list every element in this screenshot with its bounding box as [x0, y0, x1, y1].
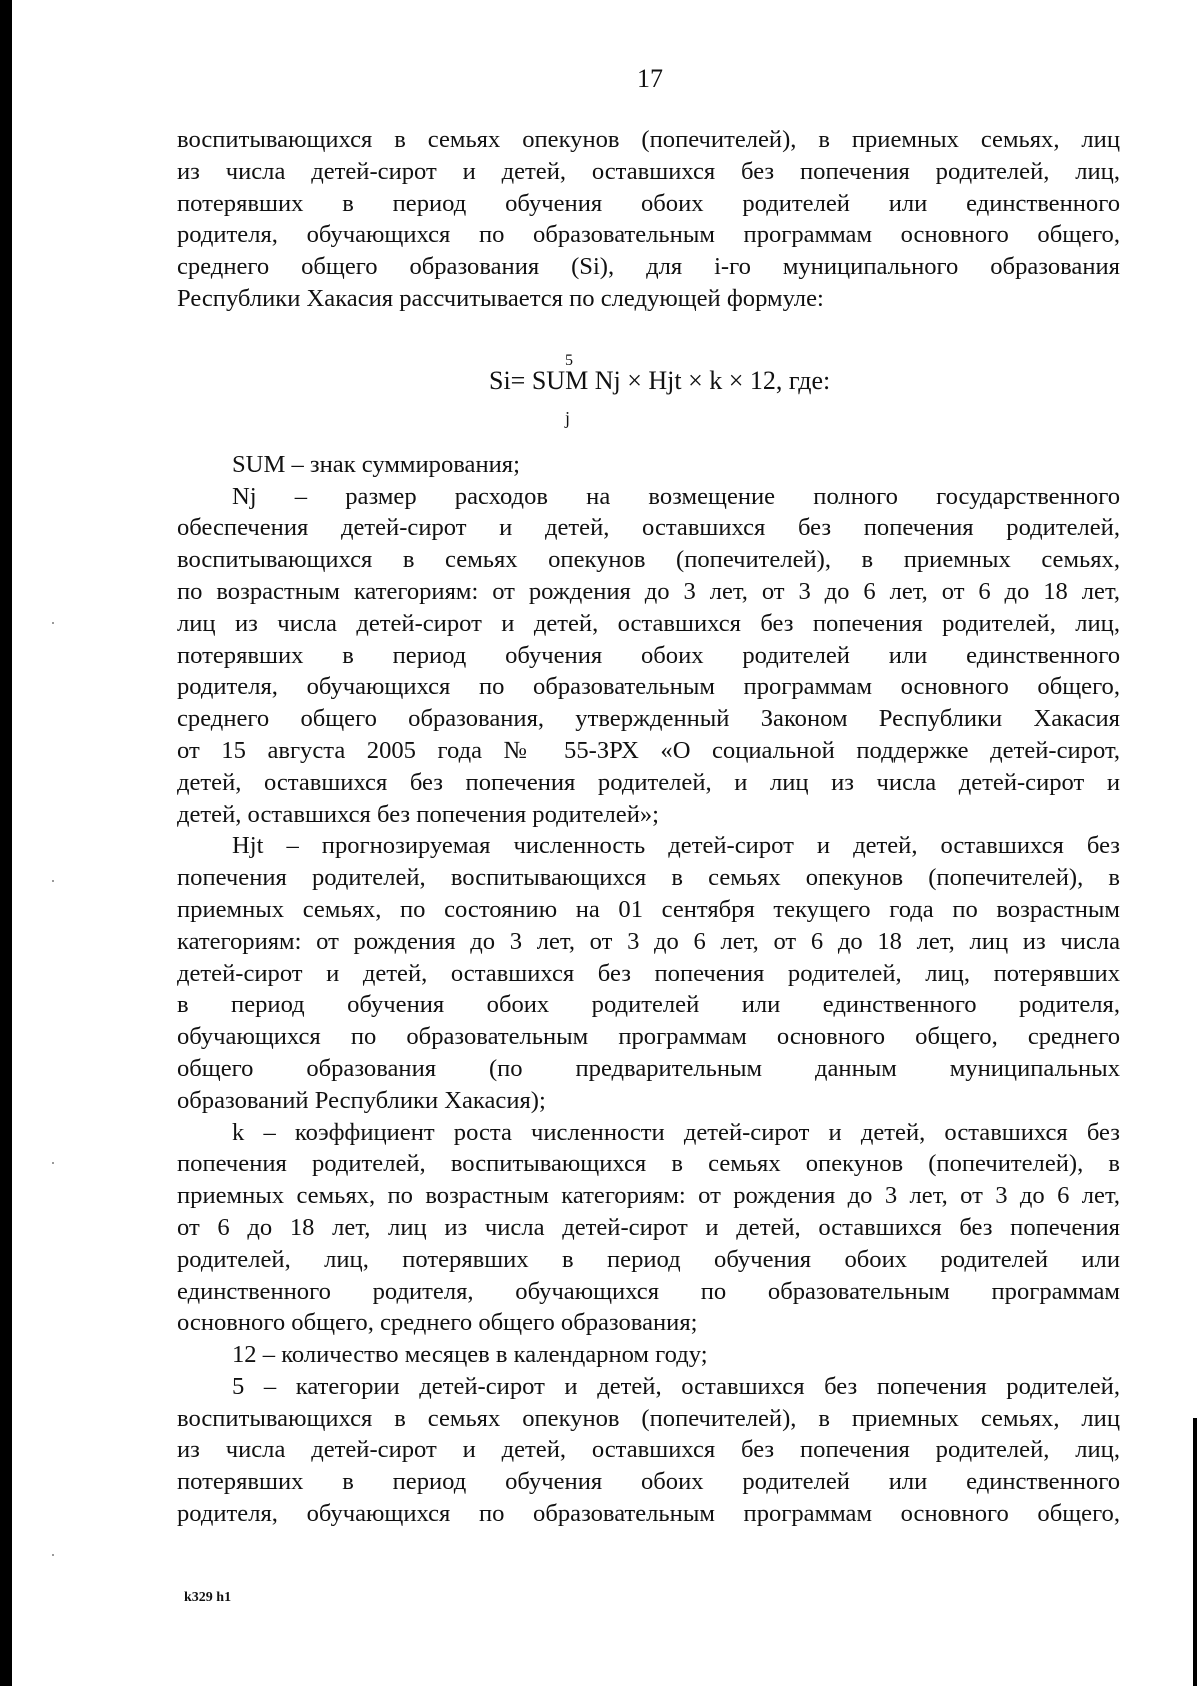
text-line: воспитывающихся в семьях опекунов (попечителей), в приемных семьях, лиц: [177, 126, 1120, 153]
text-line: родителя, обучающихся по образовательным программам основного общего,: [177, 221, 1120, 249]
text-line: по возрастным категориям: от рождения до 3 лет, от 3 до 6 лет, от 6 до 18 лет,: [177, 577, 1120, 605]
text-line: приемных семьях, по состоянию на 01 сентября текущего года по возрастным: [177, 895, 1120, 923]
text-line: среднего общего образования, утвержденный Законом Республики Хакасия: [177, 705, 1120, 733]
text-line: основного общего, среднего общего образования;: [177, 1309, 698, 1337]
scan-speck: [52, 1554, 54, 1556]
text-line: от 15 августа 2005 года № 55-ЗРХ «О социальной поддержке детей-сирот,: [177, 736, 1120, 764]
text-line: среднего общего образования (Si), для i-го муниципального образования: [177, 253, 1120, 281]
text-line: k – коэффициент роста численности детей-сирот и детей, оставшихся без: [232, 1118, 1120, 1146]
footer-document-code: k329 h1: [184, 1590, 232, 1605]
text-line: воспитывающихся в семьях опекунов (попечителей), в приемных семьях, лиц: [177, 1404, 1120, 1432]
text-line: приемных семьях, по возрастным категориям: от рождения до 3 лет, от 3 до 6 лет,: [177, 1182, 1120, 1210]
scan-speck: [52, 880, 54, 882]
text-line: Республики Хакасия рассчитывается по следующей формуле:: [177, 284, 824, 312]
scan-left-border: [0, 0, 12, 1686]
formula-expression: Si= SUM Nj × Hjt × k × 12, где:: [489, 365, 831, 395]
text-line: потерявших в период обучения обоих родителей или единственного: [177, 189, 1120, 217]
formula-block: [177, 323, 1120, 435]
paragraph-nj-definition: [177, 481, 1120, 831]
document-body: [177, 124, 1120, 1530]
text-line: из числа детей-сирот и детей, оставшихся без попечения родителей, лиц,: [177, 157, 1120, 185]
text-line: потерявших в период обучения обоих родителей или единственного: [177, 1468, 1120, 1496]
text-line: родителя, обучающихся по образовательным программам основного общего,: [177, 673, 1120, 701]
text-line: попечения родителей, воспитывающихся в семьях опекунов (попечителей), в: [177, 1150, 1120, 1178]
paragraph-12-definition: [177, 1339, 1120, 1371]
text-line: единственного родителя, обучающихся по образовательным программам: [177, 1277, 1120, 1305]
text-line: SUM – знак суммирования;: [232, 450, 520, 478]
paragraph-hjt-definition: [177, 830, 1120, 1116]
text-line: в период обучения обоих родителей или единственного родителя,: [177, 991, 1120, 1019]
text-line: детей, оставшихся без попечения родителей, и лиц из числа детей-сирот и: [177, 768, 1120, 796]
page-number: 17: [637, 64, 663, 93]
text-line: родителей, лиц, потерявших в период обучения обоих родителей или: [177, 1245, 1120, 1273]
scan-right-border-mark: [1193, 1418, 1197, 1686]
scan-speck: [52, 1162, 54, 1164]
text-line: обеспечения детей-сирот и детей, оставшихся без попечения родителей,: [177, 514, 1120, 542]
scan-speck: [52, 622, 54, 624]
text-line: лиц из числа детей-сирот и детей, оставшихся без попечения родителей, лиц,: [177, 609, 1120, 637]
text-line: обучающихся по образовательным программам основного общего, среднего: [177, 1023, 1120, 1051]
text-line: потерявших в период обучения обоих родителей или единственного: [177, 641, 1120, 669]
paragraph-k-definition: [177, 1117, 1120, 1340]
paragraph-sum-definition: [177, 449, 1120, 481]
formula-lower-index: j: [565, 407, 571, 428]
text-line: категориям: от рождения до 3 лет, от 3 до 6 лет, от 6 до 18 лет, лиц из числа: [177, 927, 1120, 955]
text-line: 5 – категории детей-сирот и детей, оставшихся без попечения родителей,: [232, 1372, 1120, 1400]
text-line: общего образования (по предварительным данным муниципальных: [177, 1054, 1120, 1082]
text-line: от 6 до 18 лет, лиц из числа детей-сирот и детей, оставшихся без попечения: [177, 1213, 1120, 1241]
text-line: детей-сирот и детей, оставшихся без попечения родителей, лиц, потерявших: [177, 959, 1120, 987]
text-line: Hjt – прогнозируемая численность детей-сирот и детей, оставшихся без: [232, 832, 1120, 860]
text-line: воспитывающихся в семьях опекунов (попечителей), в приемных семьях,: [177, 546, 1120, 574]
text-line: из числа детей-сирот и детей, оставшихся без попечения родителей, лиц,: [177, 1436, 1120, 1464]
text-line: детей, оставшихся без попечения родителей»;: [177, 800, 659, 828]
text-line: образований Республики Хакасия);: [177, 1086, 546, 1114]
text-line: родителя, обучающихся по образовательным программам основного общего,: [177, 1500, 1120, 1528]
paragraph-5-definition: [177, 1371, 1120, 1530]
text-line: 12 – количество месяцев в календарном году;: [232, 1341, 708, 1369]
paragraph-intro: [177, 124, 1120, 315]
text-line: Nj – размер расходов на возмещение полного государственного: [232, 482, 1120, 510]
text-line: попечения родителей, воспитывающихся в семьях опекунов (попечителей), в: [177, 864, 1120, 892]
formula-upper-limit: 5: [565, 351, 573, 369]
